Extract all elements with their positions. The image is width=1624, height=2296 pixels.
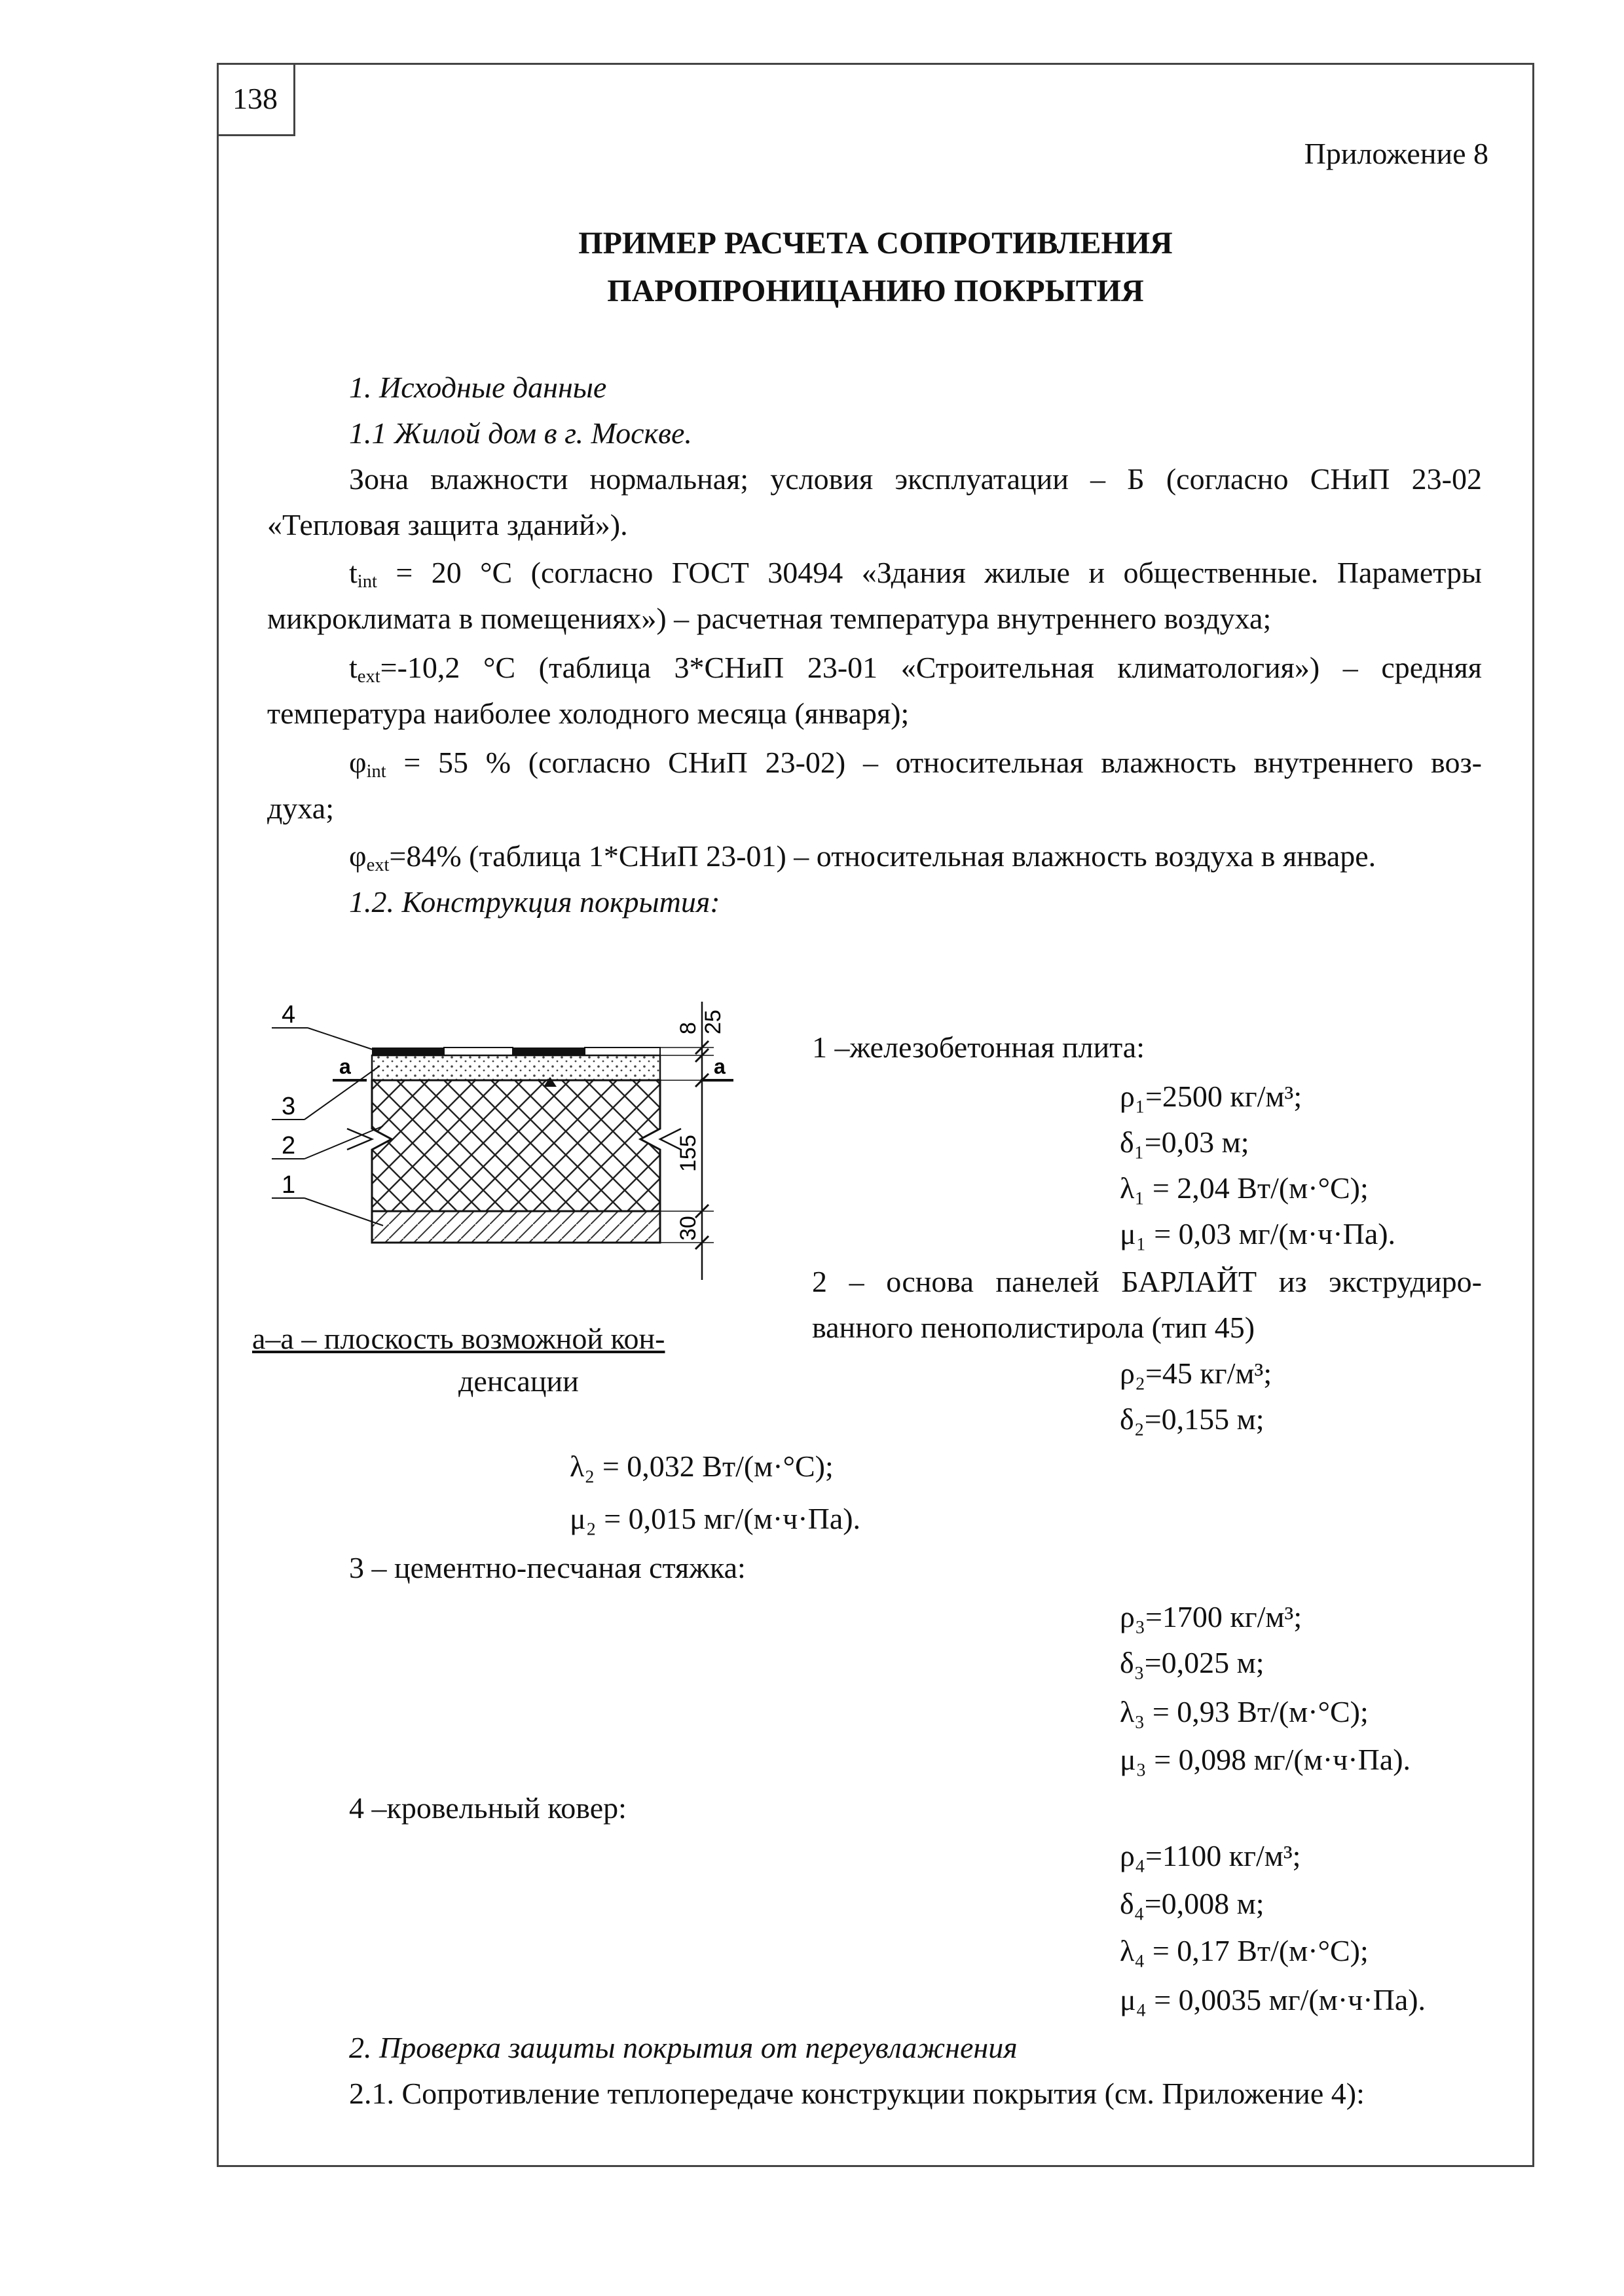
layer-1-rho: ρ₁=2500 кг/м³; (1120, 1080, 1302, 1113)
layer-3-name: 3 – цементно-песчаная стяжка: (349, 1551, 746, 1584)
dim-30: 30 (676, 1216, 701, 1241)
diagram-label-1: 1 (282, 1171, 296, 1199)
layer-4-lambda: λ₄ = 0,17 Вт/(м·°С); (1120, 1934, 1369, 1967)
diagram-caption-line-1: а–а – плоскость возможной кон- (252, 1322, 665, 1355)
title-line-2: ПАРОПРОНИЦАНИЮ ПОКРЫТИЯ (607, 274, 1144, 308)
appendix-label: Приложение 8 (1304, 137, 1488, 170)
phiint-line-2: духа; (267, 792, 334, 825)
dim-155: 155 (676, 1135, 701, 1172)
diagram-label-4: 4 (282, 1001, 296, 1029)
dim-8: 8 (676, 1022, 701, 1034)
layer-3-mu: μ₃ = 0,098 мг/(м·ч·Па). (1120, 1743, 1411, 1776)
layer-1-mu: μ₁ = 0,03 мг/(м·ч·Па). (1120, 1217, 1396, 1250)
section-1-2-heading: 1.2. Конструкция покрытия: (349, 885, 720, 919)
diagram-label-3: 3 (282, 1093, 296, 1120)
layer-2-name-line-2: ванного пенополистирола (тип 45) (812, 1311, 1255, 1344)
layer-3-delta: δ₃=0,025 м; (1120, 1646, 1264, 1679)
section-2-1-text: 2.1. Сопротивление теплопередаче конструкции покрытия (см. Приложение 4): (349, 2077, 1365, 2110)
layer-1-delta: δ₁=0,03 м; (1120, 1125, 1249, 1159)
section-1-heading: 1. Исходные данные (349, 371, 607, 404)
humidity-zone-line-2: «Тепловая защита зданий»). (267, 508, 628, 541)
phiint-line: $\varphi_{int}$ = 55 % (согласно СНиП 23-02) – относительная влажность внутреннего воз- (349, 746, 1482, 782)
layer-4-name: 4 –кровельный ковер: (349, 1791, 627, 1825)
layer-3-rho: ρ₃=1700 кг/м³; (1120, 1600, 1302, 1633)
layer-2-name: 2 – основа панелей БАРЛАЙТ из экструдиро- (812, 1265, 1482, 1298)
dim-25: 25 (701, 1010, 726, 1034)
diagram-label-2: 2 (282, 1132, 296, 1159)
layer-3-screed (372, 1055, 660, 1080)
layer-2-mu: μ₂ = 0,015 мг/(м·ч·Па). (570, 1502, 861, 1535)
layer-1-name: 1 –железобетонная плита: (812, 1030, 1145, 1064)
layer-1-lambda: λ₁ = 2,04 Вт/(м·°С); (1120, 1171, 1369, 1205)
layer-3-lambda: λ₃ = 0,93 Вт/(м·°С); (1120, 1695, 1369, 1728)
layer-4-mu: μ₄ = 0,0035 мг/(м·ч·Па). (1120, 1983, 1426, 2016)
section-mark-right: a (714, 1055, 726, 1078)
phiext-line: $\varphi_{ext}=84\%$ (таблица 1*СНиП 23-01) – относительная влажность воздуха в январе. (349, 839, 1376, 876)
section-2-heading: 2. Проверка защиты покрытия от переувлажнения (349, 2031, 1018, 2064)
layer-2-rho: ρ₂=45 кг/м³; (1120, 1357, 1272, 1390)
layer-2-lambda: λ₂ = 0,032 Вт/(м·°С); (570, 1449, 834, 1483)
section-1-1-heading: 1.1 Жилой дом в г. Москве. (349, 416, 692, 450)
layer-4-rho: ρ₄=1100 кг/м³; (1120, 1839, 1301, 1872)
text-line: $t_{ext}=-10,2$ °С (таблица 3*СНиП 23-01 «Строительная климатология») – средняя (349, 651, 1482, 687)
section-mark-left: a (339, 1055, 351, 1078)
layer-2-delta: δ₂=0,155 м; (1120, 1402, 1264, 1436)
text-line-2: температура наиболее холодного месяца (января); (267, 697, 910, 730)
layer-4-delta: δ₄=0,008 м; (1120, 1887, 1264, 1920)
title-line-1: ПРИМЕР РАСЧЕТА СОПРОТИВЛЕНИЯ (578, 226, 1173, 261)
humidity-zone-line: Зона влажности нормальная; условия эксплуатации – Б (согласно СНиП 23-02 (349, 462, 1482, 496)
layer-4-roof-covering (372, 1048, 660, 1055)
diagram-caption-line-2: денсации (458, 1364, 579, 1398)
tint-line-2: микроклимата в помещениях») – расчетная температура внутреннего воздуха; (267, 602, 1272, 635)
layer-1-concrete-slab (372, 1211, 660, 1243)
layer-2-insulation (372, 1080, 660, 1211)
tint-line: $t_{int}$ = 20 °С (согласно ГОСТ 30494 «Здания жилые и общественные. Параметры (349, 556, 1482, 592)
page-number: 138 (217, 63, 295, 136)
roof-section-diagram (262, 969, 760, 1336)
